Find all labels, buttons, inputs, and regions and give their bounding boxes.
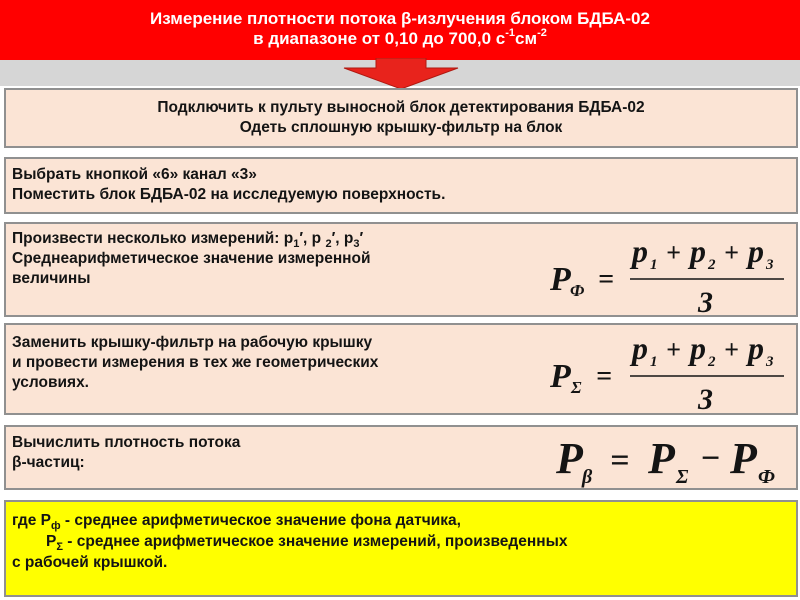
measure-sep-2: ′, р bbox=[331, 230, 354, 247]
denominator: 3 bbox=[698, 286, 713, 316]
step-compute bbox=[4, 425, 798, 490]
term-p-phi: P bbox=[730, 434, 757, 483]
formula-eq: = bbox=[610, 442, 630, 479]
note-sigma-sub: Σ bbox=[56, 541, 63, 554]
num-sub2: 2 bbox=[708, 257, 716, 273]
formula-p-phi bbox=[544, 232, 794, 316]
term-sigma-sub: Σ bbox=[676, 466, 689, 488]
step-select-channel bbox=[4, 157, 798, 214]
sub-2: 2 bbox=[325, 238, 332, 251]
formula-lhs-sub: Ф bbox=[570, 281, 585, 300]
note-line-2 bbox=[12, 531, 790, 552]
formula-p-beta bbox=[552, 429, 792, 489]
measure-sep-1: ′, р bbox=[299, 230, 326, 247]
num-sub3: 3 bbox=[766, 257, 774, 273]
sub-3: 3 bbox=[353, 238, 360, 251]
num-sub2: 2 bbox=[708, 354, 716, 370]
formula-minus: − bbox=[700, 440, 721, 477]
note-phi-sub: ф bbox=[50, 520, 61, 533]
num-plus1: + bbox=[666, 238, 681, 267]
sub-1: 1 bbox=[293, 238, 300, 251]
num-p3: p bbox=[748, 330, 764, 366]
denominator: 3 bbox=[698, 383, 713, 413]
title-line-1: Измерение плотности потока β-излучения блоком БДБА-02 bbox=[150, 9, 650, 28]
step-replace-cover bbox=[4, 323, 798, 415]
measure-text: Произвести несколько измерений: р bbox=[12, 230, 294, 247]
title-unit-cm: см bbox=[515, 29, 538, 48]
term-phi-sub: Ф bbox=[758, 466, 776, 488]
formula-lhs: P bbox=[550, 358, 571, 395]
formula-lhs: P bbox=[550, 261, 571, 298]
formula-eq: = bbox=[596, 361, 612, 392]
title-range-text: в диапазоне от 0,10 до 700,0 с bbox=[253, 29, 506, 48]
down-arrow-icon bbox=[342, 58, 460, 90]
num-p3: p bbox=[748, 233, 764, 269]
step-connect-line-1: Подключить к пульту выносной блок детектирования БДБА-02 bbox=[157, 99, 645, 116]
formula-p-sigma bbox=[544, 329, 794, 413]
title-line-2 bbox=[0, 29, 800, 49]
formula-lhs: P bbox=[556, 434, 583, 483]
num-sub1: 1 bbox=[650, 354, 658, 370]
step-measure-line-3: величины bbox=[12, 270, 91, 287]
step-compute-line-1: Вычислить плотность потока bbox=[12, 434, 241, 451]
step-replace-line-3: условиях. bbox=[12, 374, 89, 391]
note-line-3: с рабочей крышкой. bbox=[12, 554, 168, 571]
num-p1: p bbox=[632, 233, 648, 269]
legend-note bbox=[4, 500, 798, 597]
step-connect-line-2: Одеть сплошную крышку-фильтр на блок bbox=[239, 119, 563, 136]
step-select-line-1: Выбрать кнопкой «6» канал «3» bbox=[12, 166, 257, 183]
step-measure-line-2: Среднеарифметическое значение измеренной bbox=[12, 250, 371, 267]
step-replace-line-2: и провести измерения в тех же геометрических bbox=[12, 354, 379, 371]
step-compute-line-2: β-частиц: bbox=[12, 454, 85, 471]
note-line-1 bbox=[12, 510, 790, 531]
note-sigma-desc: - среднее арифметическое значение измерений, произведенных bbox=[62, 533, 568, 550]
formula-eq: = bbox=[598, 264, 614, 295]
formula-lhs-sub: Σ bbox=[571, 378, 582, 397]
title-exp-1: -1 bbox=[505, 27, 516, 40]
slide-title bbox=[0, 0, 800, 60]
note-phi-desc: - среднее арифметическое значение фона датчика, bbox=[60, 512, 461, 529]
formula-lhs-sub: β bbox=[582, 466, 593, 488]
measure-prime: ′ bbox=[359, 230, 364, 247]
step-measure bbox=[4, 222, 798, 317]
num-sub1: 1 bbox=[650, 257, 658, 273]
title-exp-2: -2 bbox=[537, 27, 547, 40]
num-p1: p bbox=[632, 330, 648, 366]
num-p2: p bbox=[690, 233, 706, 269]
num-plus2: + bbox=[724, 335, 739, 364]
step-replace-line-1: Заменить крышку-фильтр на рабочую крышку bbox=[12, 334, 373, 351]
num-plus1: + bbox=[666, 335, 681, 364]
term-p-sigma: P bbox=[648, 434, 675, 483]
note-p-sigma: Р bbox=[46, 533, 57, 550]
num-sub3: 3 bbox=[766, 354, 774, 370]
note-p-phi: где Р bbox=[12, 512, 51, 529]
step-connect bbox=[4, 88, 798, 148]
step-select-line-2: Поместить блок БДБА-02 на исследуемую поверхность. bbox=[12, 186, 446, 203]
num-plus2: + bbox=[724, 238, 739, 267]
num-p2: p bbox=[690, 330, 706, 366]
